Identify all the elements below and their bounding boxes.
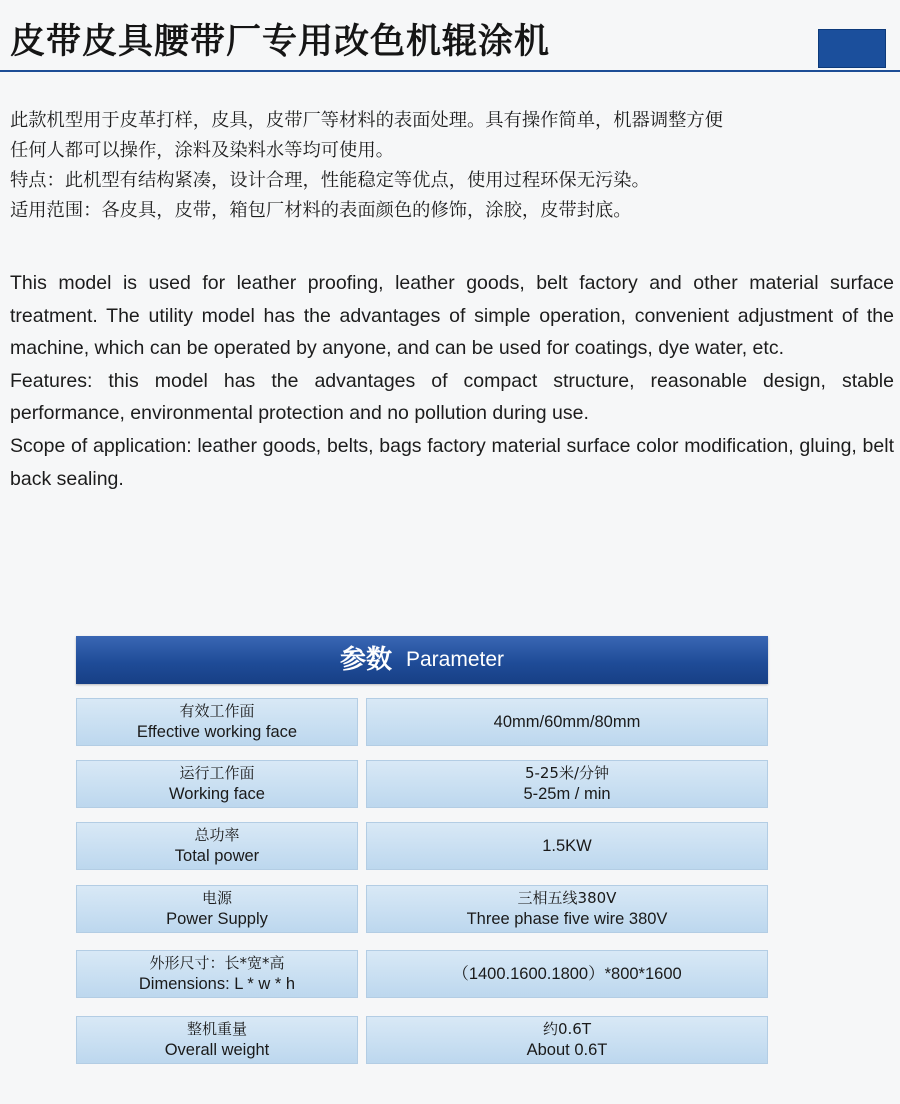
parameter-value — [366, 950, 768, 998]
parameter-value — [366, 885, 768, 933]
label-cn: 有效工作面 — [179, 702, 255, 720]
parameter-value — [366, 822, 768, 870]
parameter-row-total-power — [76, 822, 768, 870]
parameter-label — [76, 885, 358, 933]
page-title: 皮带皮具腰带厂专用改色机辊涂机 — [10, 22, 551, 62]
description-english — [10, 267, 894, 495]
value-cn: 约0.6T — [542, 1020, 592, 1038]
parameter-label — [76, 950, 358, 998]
label-cn: 外形尺寸：长*宽*高 — [149, 954, 285, 972]
label-en: Total power — [174, 847, 260, 865]
value-en: 40mm/60mm/80mm — [493, 712, 641, 731]
parameter-row-weight — [76, 1016, 768, 1064]
parameter-label — [76, 760, 358, 808]
description-cn-line: 特点：此机型有结构紧凑，设计合理，性能稳定等优点，使用过程环保无污染。 — [10, 170, 650, 191]
value-en: 1.5KW — [542, 836, 592, 855]
value-en: （1400.1600.1800）*800*1600 — [452, 964, 682, 983]
parameter-heading-en: Parameter — [405, 648, 505, 671]
parameter-label — [76, 698, 358, 746]
description-en-paragraph: This model is used for leather proofing, leather goods, belt factory and other material surface treatment. The utility model has the advantages of simple operation, convenient adjustment of the machine, which can be operated by anyone, and can be used for coatings, dye water, etc. — [10, 272, 894, 360]
value-cn: 5-25米/分钟 — [524, 764, 610, 782]
parameter-label — [76, 1016, 358, 1064]
description-cn-line: 任何人都可以操作，涂料及染料水等均可使用。 — [10, 140, 394, 161]
description-en-paragraph: Scope of application: leather goods, belts, bags factory material surface color modification, gluing, belt back sealing. — [10, 434, 894, 490]
header — [0, 0, 900, 80]
parameter-table — [76, 636, 768, 1059]
parameter-value — [366, 698, 768, 746]
label-en: Effective working face — [136, 723, 298, 741]
description-chinese — [10, 106, 892, 226]
label-en: Dimensions: L * w * h — [138, 975, 296, 993]
description-cn-line: 适用范围：各皮具，皮带，箱包厂材料的表面颜色的修饰，涂胶，皮带封底。 — [10, 200, 632, 221]
value-cn: 三相五线380V — [517, 889, 617, 907]
label-en: Working face — [169, 785, 265, 803]
label-cn: 总功率 — [194, 826, 240, 844]
description-cn-line: 此款机型用于皮革打样，皮具，皮带厂等材料的表面处理。具有操作简单，机器调整方便 — [10, 110, 723, 131]
label-en: Power Supply — [166, 910, 268, 928]
description-en-paragraph: Features: this model has the advantages of compact structure, reasonable design, stable performance, environmental protection and no pollution during use. — [10, 369, 894, 425]
parameter-heading-cn: 参数 — [339, 645, 392, 675]
parameter-row-power-supply — [76, 885, 768, 933]
parameter-label — [76, 822, 358, 870]
value-en: Three phase five wire 380V — [466, 910, 668, 928]
parameter-value — [366, 760, 768, 808]
parameter-row-dimensions — [76, 950, 768, 998]
label-en: Overall weight — [164, 1041, 270, 1059]
label-cn: 整机重量 — [186, 1020, 247, 1038]
value-en: 5-25m / min — [523, 785, 611, 803]
parameter-row-working-face — [76, 698, 768, 746]
header-divider — [0, 70, 900, 72]
brand-color-block — [818, 29, 886, 68]
label-cn: 运行工作面 — [179, 764, 255, 782]
label-cn: 电源 — [201, 889, 232, 907]
parameter-table-header — [76, 636, 768, 684]
value-en: About 0.6T — [526, 1041, 608, 1059]
parameter-value — [366, 1016, 768, 1064]
parameter-row-running-face — [76, 760, 768, 808]
